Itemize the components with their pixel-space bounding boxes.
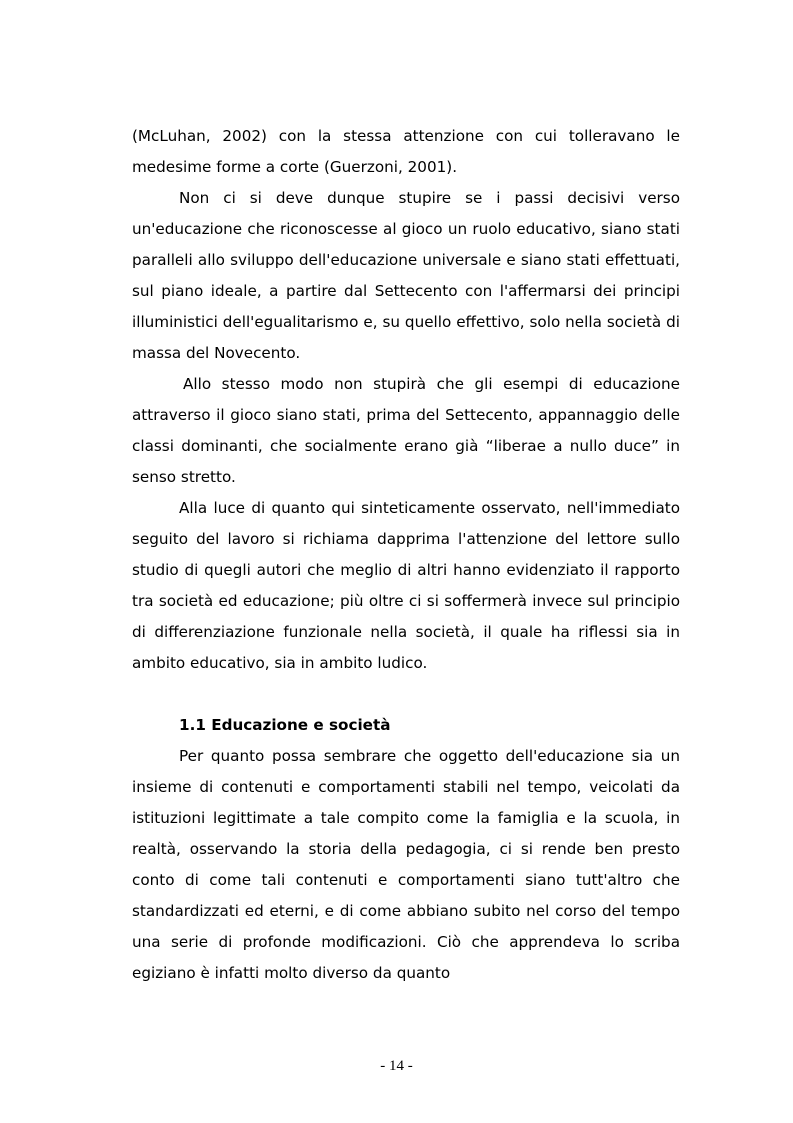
body-text [132,121,680,989]
paragraph-stesso-modo: Allo stesso modo non stupirà che gli esempi di educazione attraverso il gioco siano stati, prima del Settecento, appannaggio delle classi dominanti, che socialmente erano già “liberae a nullo duce” in senso stretto. [132,375,680,486]
paragraph-stupire: Non ci si deve dunque stupire se i passi decisivi verso un'educazione che riconoscesse al gioco un ruolo educativo, siano stati paralleli allo sviluppo dell'educazione universale e siano stati effettuati, sul piano ideale, a partire dal Settecento con l'affermarsi dei principi illuministici dell'egualitarismo e, su quello effettivo, solo nella società di massa del Novecento. [132,189,680,362]
paragraph-continuation: (McLuhan, 2002) con la stessa attenzione con cui tolleravano le medesime forme a corte (Guerzoni, 2001). [132,127,680,176]
paragraph-luce: Alla luce di quanto qui sinteticamente osservato, nell'immediato seguito del lavoro si richiama dapprima l'attenzione del lettore sullo studio di quegli autori che meglio di altri hanno evidenziato il rapporto tra società ed educazione; più oltre ci si soffermerà invece sul principio di differenziazione funzionale nella società, il quale ha riflessi sia in ambito educativo, sia in ambito ludico. [132,499,680,672]
paragraph-section-intro: Per quanto possa sembrare che oggetto dell'educazione sia un insieme di contenuti e comportamenti stabili nel tempo, veicolati da istituzioni legittimate a tale compito come la famiglia e la scuola, in realtà, osservando la storia della pedagogia, ci si rende ben presto conto di come tali contenuti e comportamenti siano tutt'altro che standardizzati ed eterni, e di come abbiano subito nel corso del tempo una serie di profonde modificazioni. Ciò che apprendeva lo scriba egiziano è infatti molto diverso da quanto [132,747,680,982]
section-heading: 1.1 Educazione e società [179,716,391,734]
page-number: - 14 - [380,1058,413,1074]
